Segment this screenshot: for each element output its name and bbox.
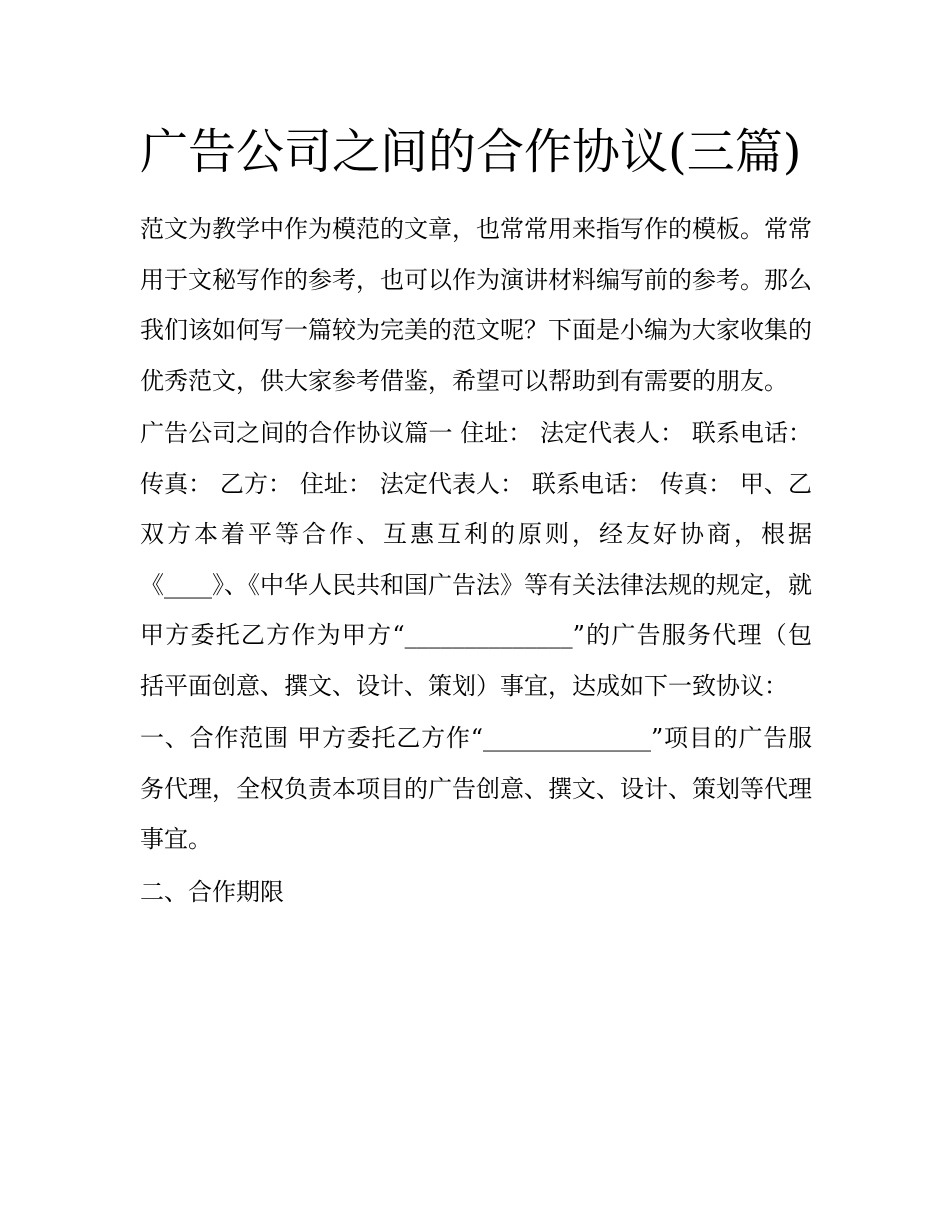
cooperation-period-heading: 二、合作期限 — [140, 877, 284, 906]
agreement-parties-paragraph: 广告公司之间的合作协议篇一 住址： 法定代表人： 联系电话： 传真： 乙方： 住址： 法定代表人： 联系电话： 传真： 甲、乙双方本着平等合作、互惠互利的原则，经友好协商，根据《____》、《中华人民共和国广告法》等有关法律法规的规定，就甲方委托乙方作为甲方“______________”的广告服务代理（包括平面创意、撰文、设计、策划）事宜，达成如下一致协议： — [140, 419, 812, 700]
intro-paragraph: 范文为教学中作为模范的文章，也常常用来指写作的模板。常常用于文秘写作的参考，也可以作为演讲材料编写前的参考。那么我们该如何写一篇较为完美的范文呢？下面是小编为大家收集的优秀范文，供大家参考借鉴，希望可以帮助到有需要的朋友。 — [140, 215, 812, 395]
document-body — [140, 112, 812, 917]
document-title: 广告公司之间的合作协议(三篇) — [140, 124, 802, 180]
cooperation-scope-paragraph: 一、合作范围 甲方委托乙方作“______________”项目的广告服务代理，全权负责本项目的广告创意、撰文、设计、策划等代理事宜。 — [140, 724, 812, 853]
